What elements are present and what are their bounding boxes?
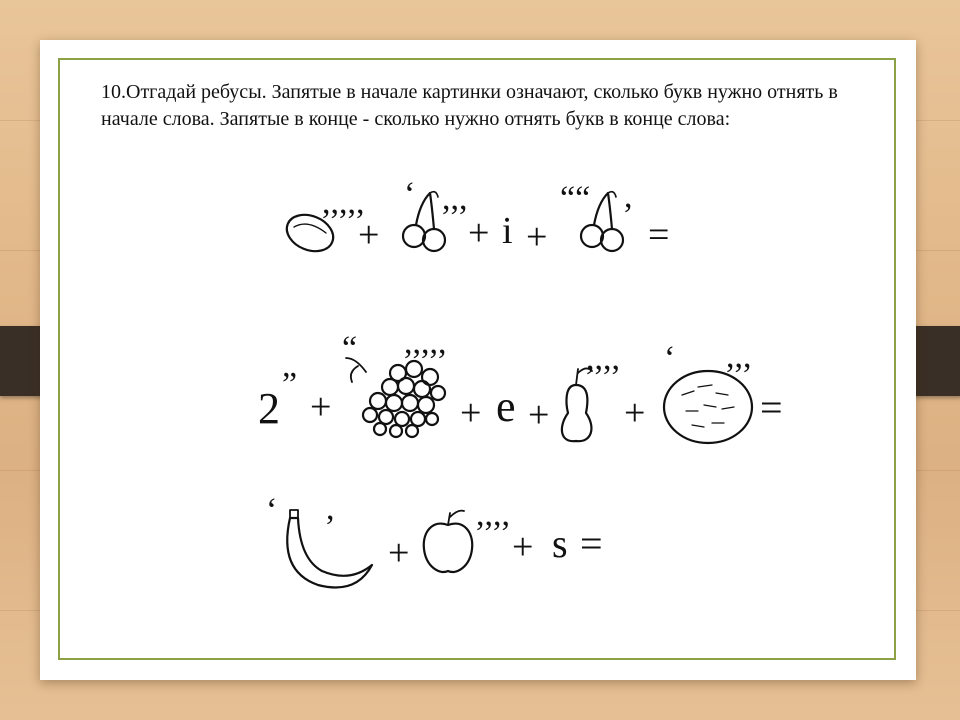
lemon-commas: ,,,,, — [322, 184, 365, 221]
banana-left-commas: ‘ — [266, 492, 278, 529]
plus-sign: + — [468, 212, 490, 254]
slide — [40, 40, 916, 680]
letter-e: e — [496, 382, 516, 431]
melon-icon — [664, 371, 752, 443]
pear-icon — [562, 368, 592, 441]
melon-left-commas: ‘ — [664, 340, 676, 377]
melon-right-commas: ,,, — [726, 338, 752, 375]
equals-sign: = — [580, 521, 603, 566]
banana-right-commas: , — [326, 490, 335, 527]
number-two: 2 — [258, 384, 280, 433]
rebus-image — [246, 173, 802, 613]
plus-sign: + — [358, 214, 380, 256]
grapes-icon — [346, 358, 445, 437]
equals-sign: = — [760, 385, 783, 430]
plus-sign: + — [512, 526, 534, 568]
plus-sign: + — [388, 532, 410, 574]
plus-sign: + — [528, 394, 550, 436]
apple-icon — [424, 511, 473, 572]
equals-sign: = — [648, 214, 670, 256]
plus-sign: + — [526, 216, 548, 258]
grapes-right-commas: ,,,,, — [404, 324, 447, 361]
cherry-left-commas: ““ — [560, 180, 591, 217]
grapes-left-commas: “ — [342, 330, 358, 367]
plus-sign: + — [624, 392, 646, 434]
rebus-drawing — [246, 173, 802, 613]
number-commas: ” — [282, 366, 298, 403]
task-text: 10.Отгадай ребусы. Запятые в начале картинки означают, сколько букв нужно отнять в начале слова. Запятые в конце - сколько нужно отнять букв в конце слова: — [101, 81, 838, 130]
cherry-right-commas: ,,, — [442, 180, 468, 217]
plus-sign: + — [460, 392, 482, 434]
plus-sign: + — [310, 386, 332, 428]
pear-right-commas: ,,,, — [586, 340, 620, 377]
cherry-right-commas: , — [624, 178, 633, 215]
letter-s: s — [552, 521, 568, 566]
cherry-left-commas: ‘ — [404, 176, 416, 213]
letter-i: i — [502, 210, 513, 252]
apple-right-commas: ,,,, — [476, 496, 510, 533]
